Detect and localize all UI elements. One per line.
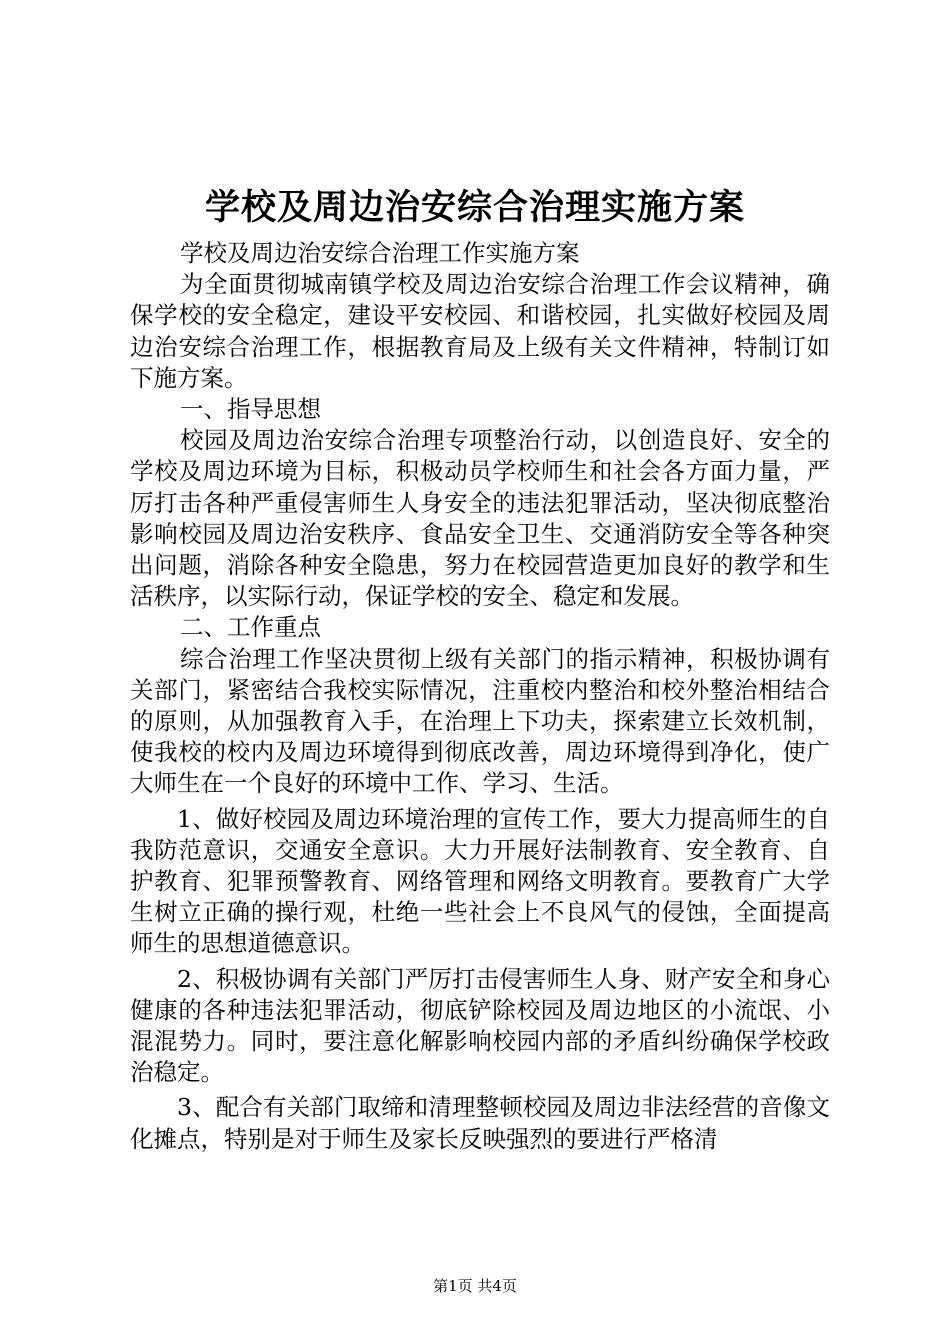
- section-heading-guiding: 一、指导思想: [180, 395, 321, 424]
- guiding-paragraph: 校园及周边治安综合治理专项整治行动，以创造良好、安全的学校及周边环境为目标，积极动员学校师生和社会各方面力量，严厉打击各种严重侵害师生人身安全的违法犯罪活动，坚决彻底整治影响校园及周边治安秩序、食品安全卫生、交通消防安全等各种突出问题，消除各种安全隐患，努力在校园营造更加良好的教学和生活秩序，以实际行动，保证学校的安全、稳定和发展。: [130, 426, 830, 611]
- intro-paragraph: 为全面贯彻城南镇学校及周边治安综合治理工作会议精神，确保学校的安全稳定，建设平安校园、和谐校园，扎实做好校园及周边治安综合治理工作，根据教育局及上级有关文件精神，特制订如下施方案。: [130, 270, 830, 392]
- list-item-3: 3、配合有关部门取缔和清理整顿校园及周边非法经营的音像文化摊点，特别是对于师生及家长反映强烈的要进行严格清: [130, 1093, 830, 1153]
- page-footer: 第1页 共4页: [433, 1277, 517, 1295]
- document-title: 学校及周边治安综合治理实施方案: [204, 187, 745, 228]
- document-body: [130, 238, 830, 1155]
- list-item-2: 2、积极协调有关部门严厉打击侵害师生人身、财产安全和身心健康的各种违法犯罪活动，彻底铲除校园及周边地区的小流氓、小混混势力。同时，要注意化解影响校园内部的矛盾纠纷确保学校政治稳定。: [130, 964, 830, 1087]
- section-heading-focus: 二、工作重点: [180, 613, 321, 642]
- subtitle-paragraph: 学校及周边治安综合治理工作实施方案: [180, 239, 580, 267]
- list-item-1: 1、做好校园及周边环境治理的宣传工作，要大力提高师生的自我防范意识，交通安全意识。大力开展好法制教育、安全教育、自护教育、犯罪预警教育、网络管理和网络文明教育。要教育广大学生树立正确的操行观，杜绝一些社会上不良风气的侵蚀，全面提高师生的思想道德意识。: [130, 804, 830, 958]
- focus-paragraph: 综合治理工作坚决贯彻上级有关部门的指示精神，积极协调有关部门，紧密结合我校实际情况，注重校内整治和校外整治相结合的原则，从加强教育入手，在治理上下功夫，探索建立长效机制，使我校的校内及周边环境得到彻底改善，周边环境得到净化，使广大师生在一个良好的环境中工作、学习、生活。: [130, 644, 830, 798]
